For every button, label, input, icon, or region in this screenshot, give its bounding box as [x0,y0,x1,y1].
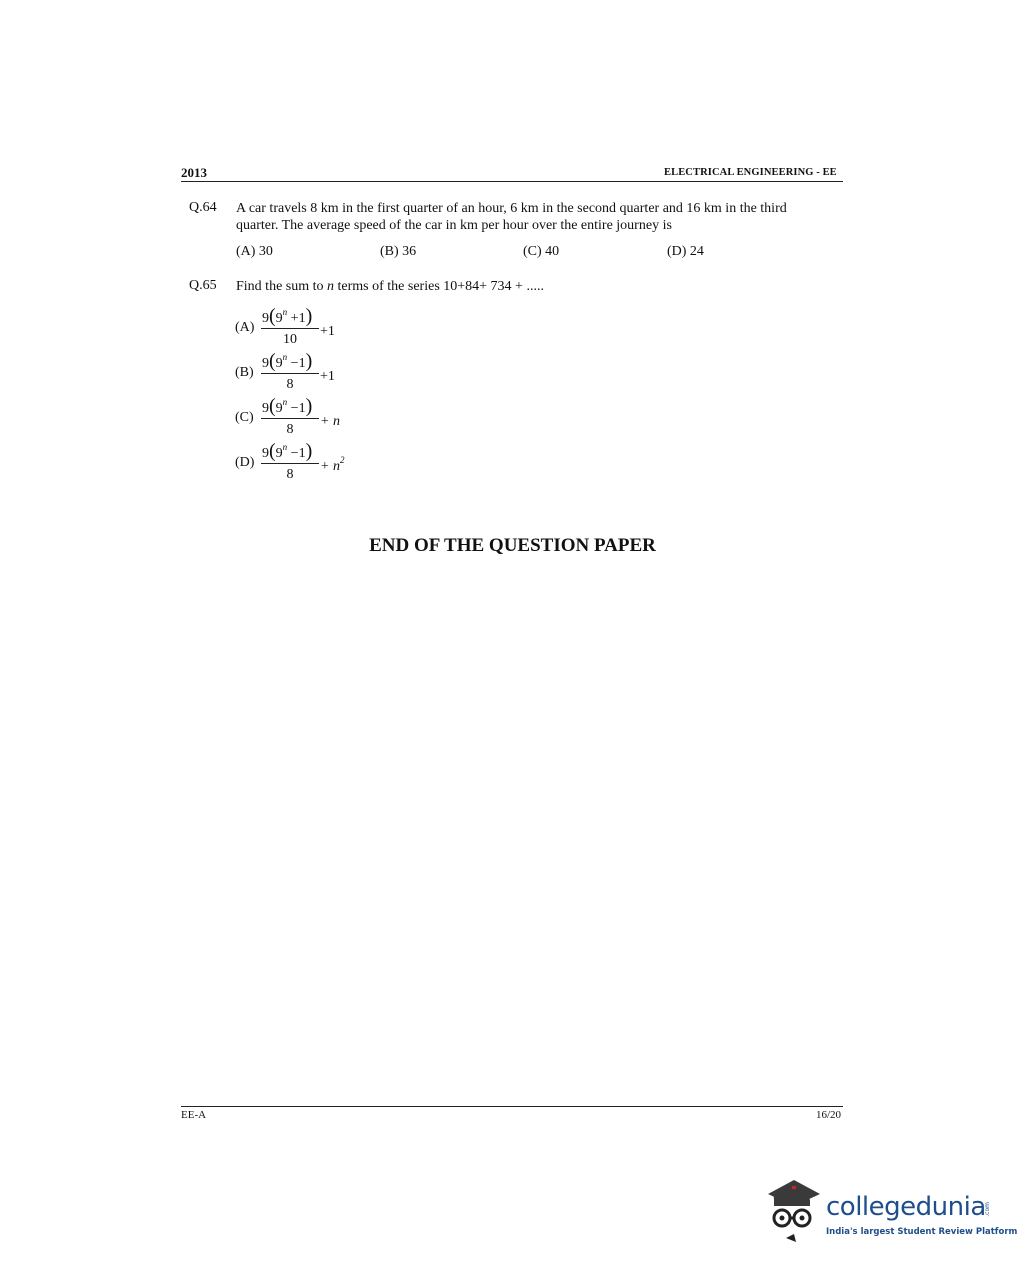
q64-option-b: (B) 36 [380,244,417,259]
q65-option-c-numerator: $9(9^n -1)$ [262,395,313,417]
q64-option-c: (C) 40 [523,244,560,259]
q65-option-a-denominator: 10 [283,332,297,347]
q65-text [236,278,846,295]
q64-text-line2: quarter. The average speed of the car in km per hour over the entire journey is [236,218,672,233]
q65-option-b-numerator: $9(9^n -1)$ [262,350,313,372]
q65-option-a-numerator: $9(9^n +1)$ [262,305,313,327]
q65-option-b-fraction-bar [261,373,319,374]
collegedunia-tagline: India's largest Student Review Platform [826,1227,1018,1237]
q65-option-d-tail: + $n^2$ [320,455,345,474]
collegedunia-mascot-icon [764,1176,824,1246]
q65-option-a-label: (A) [235,320,255,335]
q65-option-d-fraction-bar [261,463,319,464]
header-rule [181,181,843,182]
q64-text [236,200,846,234]
q65-option-b-tail: +1 [320,369,335,384]
q64-text-line1: A car travels 8 km in the first quarter of an hour, 6 km in the second quarter and 16 km in the third [236,201,787,216]
collegedunia-wordmark: collegedunia [826,1192,986,1222]
footer-rule [181,1106,843,1107]
q65-option-a-fraction-bar [261,328,319,329]
q64-option-d: (D) 24 [667,244,704,259]
q65-option-b-denominator: 8 [286,377,294,392]
q65-option-c-denominator: 8 [286,422,294,437]
q65-option-d-label: (D) [235,455,255,470]
header-subject: ELECTRICAL ENGINEERING - EE [664,167,837,178]
footer-page-number: 16/20 [816,1109,842,1121]
q65-option-c-tail: + n [320,414,340,429]
q65-option-c-fraction-bar [261,418,319,419]
header-year: 2013 [181,165,207,180]
q65-option-a-tail: +1 [320,324,335,339]
collegedunia-com-label: .com [984,1202,991,1217]
q65-option-c-label: (C) [235,410,254,425]
q64-number: Q.64 [189,200,217,215]
q65-text-before: Find the sum to [236,279,328,294]
end-of-paper-title: END OF THE QUESTION PAPER [369,535,656,556]
q65-option-d-numerator: $9(9^n -1)$ [262,440,313,462]
q65-text-after: terms of the series 10+84+ 734 + ..... [334,279,544,294]
q65-number: Q.65 [189,278,217,293]
q65-option-b-label: (B) [235,365,254,380]
footer-paper-code: EE-A [181,1109,207,1121]
q65-text-var: n [327,279,335,294]
q65-option-d-denominator: 8 [286,467,294,482]
q64-option-a: (A) 30 [236,244,273,259]
